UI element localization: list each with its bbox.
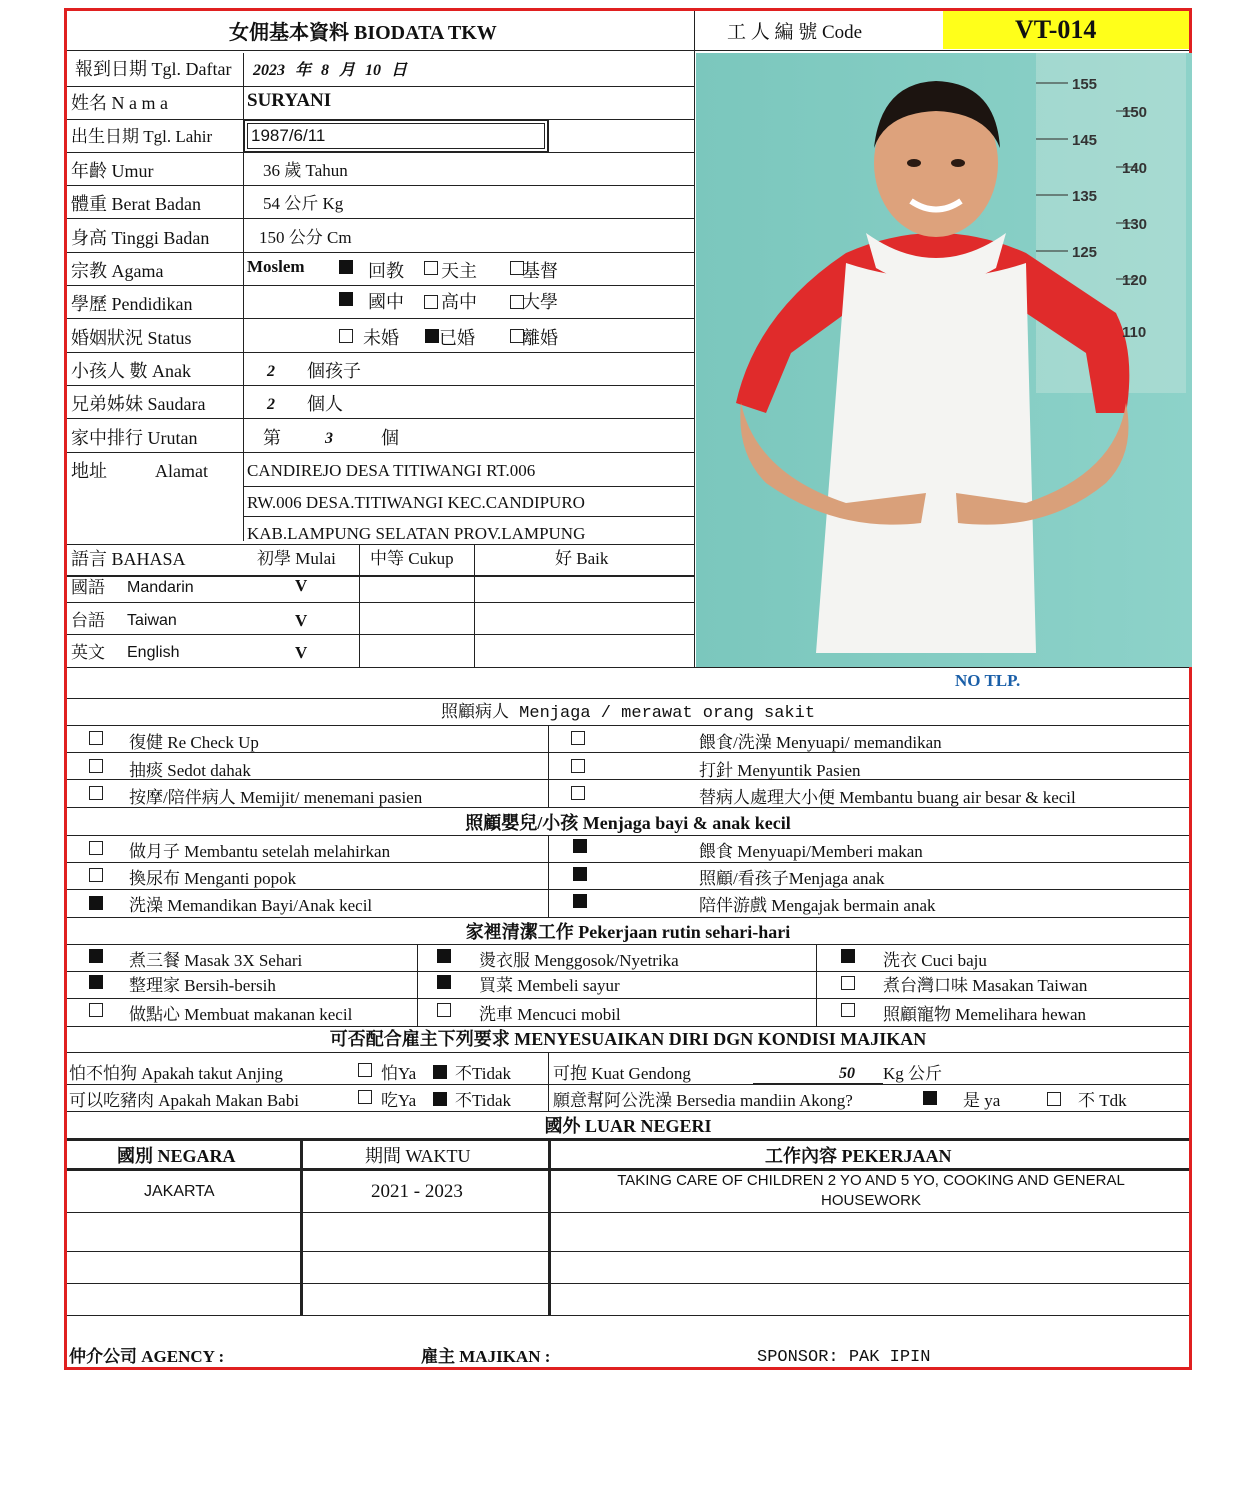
lang-english-en: English	[127, 644, 180, 661]
code-value: VT-014	[1015, 15, 1097, 44]
value-name: SURYANI	[247, 90, 332, 111]
baby-right-1: 餵食 Menyuapi/Memberi makan	[699, 842, 923, 861]
checkbox-taiwan-cook[interactable]	[841, 976, 855, 990]
house-c1-2: 整理家 Bersih-bersih	[129, 976, 276, 995]
baby-left-3: 洗澡 Memandikan Bayi/Anak kecil	[129, 896, 373, 915]
checkbox-bathe-child[interactable]	[89, 896, 103, 910]
checkbox-snacks[interactable]	[89, 1003, 103, 1017]
label-order: 家中排行 Urutan	[71, 428, 198, 448]
house-c2-3: 洗車 Mencuci mobil	[479, 1005, 621, 1024]
label-age: 年齡 Umur	[71, 161, 154, 181]
lang-level-medium: 中等 Cukup	[370, 549, 454, 568]
footer-agency: 仲介公司 AGENCY :	[69, 1347, 225, 1366]
ruler-mark: 150	[1122, 104, 1148, 121]
edu-opt-2: 高中	[441, 292, 477, 312]
pork-label: 可以吃豬肉 Apakah Makan Babi	[69, 1091, 299, 1110]
checkbox-wash-car[interactable]	[437, 1003, 451, 1017]
ruler-mark: 135	[1072, 188, 1098, 205]
label-name: 姓名 N a m a	[71, 93, 168, 113]
marital-opt-3: 離婚	[522, 328, 558, 348]
religion-opt-3: 基督	[522, 261, 558, 281]
dog-no: 不Tidak	[455, 1064, 512, 1083]
bathe-label: 願意幫阿公洗澡 Bersedia mandiin Akong?	[553, 1091, 853, 1110]
section-adapt: 可否配合雇主下列要求 MENYESUAIKAN DIRI DGN KONDISI MAJIKAN	[329, 1029, 927, 1049]
section-housework: 家裡清潔工作 Pekerjaan rutin sehari-hari	[465, 922, 791, 942]
abroad-header-job: 工作內容 PEKERJAAN	[765, 1146, 952, 1166]
label-siblings: 兄弟姊妹 Saudara	[71, 394, 206, 414]
label-education: 學歷 Pendidikan	[71, 294, 193, 314]
section-abroad: 國外 LUAR NEGERI	[544, 1116, 712, 1136]
ruler-mark: 145	[1072, 132, 1098, 149]
sick-right-2: 打針 Menyuntik Pasien	[699, 761, 861, 780]
house-c2-2: 買菜 Membeli sayur	[479, 976, 620, 995]
checkbox-edu-senior[interactable]	[424, 295, 438, 309]
checkbox-postnatal[interactable]	[89, 841, 103, 855]
checkbox-ironing[interactable]	[437, 949, 451, 963]
ruler-mark: 120	[1122, 272, 1148, 289]
checkbox-bathe-yes[interactable]	[923, 1091, 937, 1105]
checkbox-diaper[interactable]	[89, 868, 103, 882]
baby-left-1: 做月子 Membantu setelah melahirkan	[129, 842, 391, 861]
sick-left-1: 復健 Re Check Up	[129, 733, 259, 752]
edu-opt-1: 國中	[368, 292, 404, 312]
ruler-mark: 140	[1122, 160, 1148, 177]
house-c1-3: 做點心 Membuat makanan kecil	[129, 1005, 353, 1024]
pork-no: 不Tidak	[455, 1091, 512, 1110]
checkbox-edu-junior[interactable]	[339, 292, 353, 306]
section-baby-care: 照顧嬰兒/小孩 Menjaga bayi & anak kecil	[465, 813, 791, 833]
ruler-mark: 110	[1122, 324, 1147, 341]
lang-english-mark: V	[295, 643, 308, 662]
label-height: 身高 Tinggi Badan	[71, 228, 210, 248]
abroad-job: TAKING CARE OF CHILDREN 2 YO AND 5 YO, COOKING AND GENERAL HOUSEWORK	[617, 1172, 1125, 1209]
checkbox-married[interactable]	[425, 329, 439, 343]
religion-opt-2: 天主	[441, 261, 477, 281]
religion-prefix: Moslem	[247, 257, 305, 276]
checkbox-laundry[interactable]	[841, 949, 855, 963]
label-address-id: Alamat	[155, 461, 208, 481]
value-birth-date: 1987/6/11	[251, 126, 326, 145]
sick-left-3: 按摩/陪伴病人 Memijit/ menemani pasien	[129, 788, 423, 807]
lang-mandarin-cn: 國語	[71, 578, 105, 597]
value-weight: 54 公斤 Kg	[263, 194, 344, 213]
footer-sponsor: SPONSOR: PAK IPIN	[757, 1348, 931, 1367]
marital-opt-1: 未婚	[363, 328, 399, 348]
house-c3-3: 照顧寵物 Memelihara hewan	[883, 1005, 1086, 1024]
section-sick-care: 照顧病人 Menjaga / merawat orang sakit	[440, 704, 816, 723]
address-line-1: CANDIREJO DESA TITIWANGI RT.006	[247, 461, 536, 480]
label-religion: 宗教 Agama	[71, 261, 164, 281]
checkbox-single[interactable]	[339, 329, 353, 343]
marital-opt-2: 已婚	[439, 328, 475, 348]
code-label: 工 人 編 號 Code	[727, 22, 863, 43]
checkbox-dog-yes[interactable]	[358, 1063, 372, 1077]
checkbox-injection[interactable]	[571, 759, 585, 773]
lang-taiwan-en: Taiwan	[127, 612, 177, 629]
value-siblings: 2	[267, 396, 275, 413]
checkbox-toilet-help[interactable]	[571, 786, 585, 800]
children-unit: 個孩子	[307, 361, 361, 381]
label-weight: 體重 Berat Badan	[71, 194, 201, 214]
checkbox-religion-catholic[interactable]	[424, 261, 438, 275]
lang-english-cn: 英文	[71, 643, 105, 662]
value-order: 3	[325, 430, 333, 447]
address-line-3: KAB.LAMPUNG SELATAN PROV.LAMPUNG	[247, 524, 586, 543]
lang-mandarin-mark: V	[295, 576, 308, 595]
checkbox-pets[interactable]	[841, 1003, 855, 1017]
lang-taiwan-cn: 台語	[71, 611, 105, 630]
order-prefix: 第	[263, 428, 281, 448]
label-language: 語言 BAHASA	[71, 549, 186, 569]
checkbox-buy-veg[interactable]	[437, 975, 451, 989]
form-title: 女佣基本資料 BIODATA TKW	[229, 22, 497, 44]
dog-yes: 怕Ya	[381, 1064, 417, 1083]
biodata-sheet	[64, 8, 1192, 1370]
footer-employer: 雇主 MAJIKAN :	[421, 1347, 551, 1366]
carry-value: 50	[839, 1065, 855, 1082]
lang-mandarin-en: Mandarin	[127, 579, 194, 596]
sick-right-1: 餵食/洗澡 Menyuapi/ memandikan	[699, 733, 942, 752]
checkbox-feed-child[interactable]	[573, 839, 587, 853]
lang-level-beginner: 初學 Mulai	[257, 549, 336, 568]
house-c2-1: 燙衣服 Menggosok/Nyetrika	[479, 951, 679, 970]
label-children: 小孩人 數 Anak	[71, 361, 191, 381]
carry-label: 可抱 Kuat Gendong	[553, 1064, 691, 1083]
edu-opt-3: 大學	[522, 292, 558, 312]
checkbox-pork-no[interactable]	[433, 1092, 447, 1106]
pork-yes: 吃Ya	[381, 1091, 417, 1110]
siblings-unit: 個人	[307, 394, 343, 414]
checkbox-religion-islam[interactable]	[339, 260, 353, 274]
ruler-mark: 155	[1072, 76, 1098, 93]
religion-opt-1: 回教	[368, 261, 404, 281]
abroad-header-period: 期間 WAKTU	[365, 1146, 471, 1166]
ruler-mark: 125	[1072, 244, 1098, 261]
address-line-2: RW.006 DESA.TITIWANGI KEC.CANDIPURO	[247, 493, 585, 512]
sick-left-2: 抽痰 Sedot dahak	[129, 761, 251, 780]
ruler-mark: 130	[1122, 216, 1148, 233]
checkbox-clean-house[interactable]	[89, 975, 103, 989]
bathe-yes: 是 ya	[963, 1091, 1001, 1110]
value-register-date: 2023 年 8 月 10 日	[253, 62, 408, 79]
checkbox-massage[interactable]	[89, 786, 103, 800]
worker-photo	[696, 53, 1192, 667]
house-c3-1: 洗衣 Cuci baju	[883, 951, 987, 970]
carry-unit: Kg 公斤	[883, 1064, 943, 1083]
birth-date-field[interactable]	[243, 119, 549, 153]
label-address-cn: 地址	[71, 461, 107, 481]
label-register-date: 報到日期 Tgl. Daftar	[75, 59, 232, 79]
checkbox-play-child[interactable]	[573, 894, 587, 908]
label-marital: 婚姻狀況 Status	[71, 328, 192, 348]
abroad-header-country: 國別 NEGARA	[117, 1146, 236, 1166]
sick-right-3: 替病人處理大小便 Membantu buang air besar & kecil	[699, 788, 1076, 807]
value-height: 150 公分 Cm	[259, 228, 352, 247]
lang-taiwan-mark: V	[295, 611, 308, 630]
order-suffix: 個	[381, 428, 399, 448]
house-c1-1: 煮三餐 Masak 3X Sehari	[129, 951, 303, 970]
checkbox-recheck[interactable]	[89, 731, 103, 745]
checkbox-dog-no[interactable]	[433, 1065, 447, 1079]
dog-label: 怕不怕狗 Apakah takut Anjing	[69, 1064, 283, 1083]
abroad-country: JAKARTA	[144, 1183, 215, 1200]
checkbox-suction[interactable]	[89, 759, 103, 773]
phone-label: NO TLP.	[955, 671, 1021, 690]
value-children: 2	[267, 363, 275, 380]
value-age: 36 歲 Tahun	[263, 161, 348, 180]
worker-photo-illustration	[696, 53, 1192, 667]
lang-level-good: 好 Baik	[555, 549, 609, 568]
bathe-no: 不 Tdk	[1078, 1091, 1127, 1110]
checkbox-pork-yes[interactable]	[358, 1090, 372, 1104]
label-birth-date: 出生日期 Tgl. Lahir	[71, 127, 213, 146]
house-c3-2: 煮台灣口味 Masakan Taiwan	[883, 976, 1088, 995]
baby-right-3: 陪伴游戲 Mengajak bermain anak	[699, 896, 936, 915]
checkbox-cook-3x[interactable]	[89, 949, 103, 963]
abroad-period: 2021 - 2023	[371, 1181, 463, 1202]
checkbox-watch-child[interactable]	[573, 867, 587, 881]
baby-right-2: 照顧/看孩子Menjaga anak	[699, 869, 885, 888]
checkbox-feed-bathe[interactable]	[571, 731, 585, 745]
baby-left-2: 換尿布 Menganti popok	[129, 869, 297, 888]
checkbox-bathe-no[interactable]	[1047, 1092, 1061, 1106]
